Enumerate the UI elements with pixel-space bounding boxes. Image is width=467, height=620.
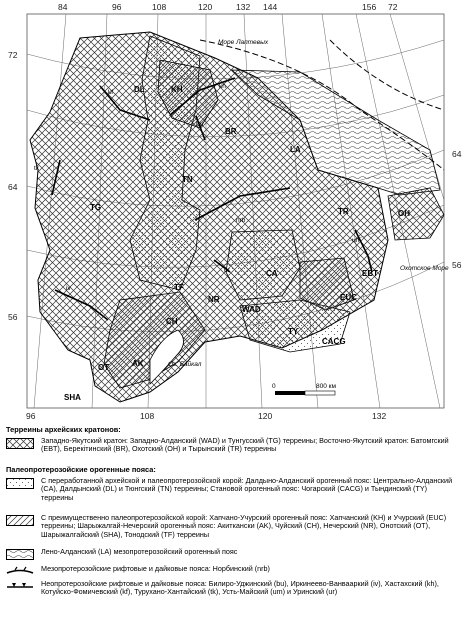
terrane-label-ot: OT: [98, 363, 110, 372]
scale-end: 800 км: [316, 383, 336, 390]
lon-label-top: 120: [198, 2, 213, 12]
terrane-label-tg: TG: [90, 203, 102, 212]
legend-item-lena-aldan: [6, 548, 461, 558]
lon-label-bottom: 120: [258, 411, 273, 421]
terrane-label-kh: KH: [171, 85, 183, 94]
lon-label-top: 132: [236, 2, 251, 12]
swatch-crosshatch: [6, 438, 34, 449]
terrane-label-iv: iv: [66, 285, 71, 292]
terrane-label-euc: EUC: [340, 293, 357, 302]
lon-label-bottom: 132: [372, 411, 387, 421]
swatch-hatch: [6, 515, 34, 526]
terrane-label-ty: TY: [288, 327, 299, 336]
swatch-neo-rift-line: [6, 581, 34, 592]
lon-label-top: 96: [112, 2, 122, 12]
terrane-label-la: LA: [290, 145, 301, 154]
lat-label-left: 72: [8, 50, 18, 60]
longitude-labels-top: [58, 2, 398, 12]
terrane-label-nrb: nrb: [236, 217, 246, 224]
terrane-label-tn: TN: [182, 175, 193, 184]
swatch-meso-rift-line: [6, 566, 34, 577]
legend-item-reworked: [6, 477, 461, 505]
swatch-wave: [6, 549, 34, 560]
legend-item-juvenile: [6, 514, 461, 542]
terrane-label-oh: OH: [398, 209, 410, 218]
terrane-label-sha: SHA: [64, 393, 81, 402]
legend-text-lena-aldan: Лено-Алданский (LA) мезопротерозойский орогенный пояс: [41, 547, 238, 556]
terrane-label-um: um: [352, 237, 362, 244]
latitude-labels-left: [8, 50, 18, 322]
legend-item-archean: [6, 437, 461, 465]
terrane-label-ca: CA: [266, 269, 278, 278]
legend-text-reworked: С переработанной архейской и палеопротерозойской корой: Далдыно-Алданский орогенный пояс: Центрально-Алданский (CA), Далдынский (DL) и Тюнгский (TN) терреины; Становой орогенный пояс: Чогарский (CACG) и Тындинский (TY) терреины: [41, 476, 453, 502]
terrane-label-kh: kh: [219, 83, 226, 90]
lat-label-right: 56: [452, 260, 462, 270]
legend-text-juvenile: С преимущественно палеопротерозойской корой: Хапчано-Учурский орогенный пояс: Хапчанский (KH) и Учурский (EUC) терреины; Шарыжалгай-Нечерский орогенный пояс: Акиткански (AK), Чуйский (CH), Нечерский (NR), Онотский (OT), Шарыжалгайский (SHA), Тонодский (TF) терреины: [41, 513, 447, 539]
terrane-label-ch: CH: [166, 317, 178, 326]
sea-label-okhotsk: Охотское Море: [400, 265, 449, 272]
lon-label-top: 108: [152, 2, 167, 12]
legend-heading-paleo: Палеопротерозойские орогенные пояса:: [6, 465, 156, 474]
legend-text-meso-rift: Мезопротерозойские рифтовые и дайковые пояса: Норбинский (nrb): [41, 564, 270, 573]
lat-label-right: 64: [452, 149, 462, 159]
lat-label-left: 64: [8, 182, 18, 192]
longitude-labels-bottom: [26, 411, 386, 421]
terrane-label-nr: NR: [208, 295, 220, 304]
legend-heading-archean: Терреины архейских кратонов:: [6, 425, 121, 434]
terrane-label-br: BR: [225, 127, 237, 136]
legend-item-neo-rift: [6, 580, 461, 610]
terrane-label-kf: kf: [108, 89, 114, 96]
swatch-dots: [6, 478, 34, 489]
terrane-label-wad: WAD: [242, 305, 261, 314]
lon-label-top: 84: [58, 2, 68, 12]
lat-label-left: 56: [8, 312, 18, 322]
legend-text-archean: Западно-Якутский кратон: Западно-Алданский (WAD) и Тунгусский (TG) терреины; Восточно-Якутский кратон: Батомгский (EBT), Берекітинский (BR), Охотский (OH) и Тырынский (TR) терреины: [41, 436, 449, 454]
terrane-label-tr: TR: [338, 207, 349, 216]
lon-label-bottom: 96: [26, 411, 36, 421]
terrane-label-ur: ur: [224, 267, 230, 274]
latitude-labels-right: [452, 149, 462, 270]
terrane-label-dl: DL: [134, 85, 145, 94]
terrane-label-ebt: EBT: [362, 269, 378, 278]
terrane-label-tk: tk: [34, 165, 40, 172]
terrane-label-cacg: CACG: [322, 337, 346, 346]
scale-zero: 0: [272, 383, 276, 390]
terrane-label-ak: AK: [132, 359, 144, 368]
terrane-label-bu: bu: [196, 121, 204, 128]
lon-label-top: 156: [362, 2, 377, 12]
legend-text-neo-rift: Неопротерозойские рифтовые и дайковые пояса: Билиро-Уджинский (bu), Иркинеево-Ванвааркий (iv), Хастахский (kh), Котуйско-Фомичевский (kf), Турухано-Хантайский (tk), Усть-Майский (um) и Уринский (ur): [41, 579, 439, 597]
lake-label-baikal: Оз. Байкал: [168, 361, 202, 368]
legend: [0, 424, 467, 620]
sea-label-laptev: Море Лаптевых: [218, 39, 269, 46]
lon-label-bottom: 108: [140, 411, 155, 421]
terrane-label-tf: TF: [174, 283, 184, 292]
lon-label-top: 72: [388, 2, 398, 12]
lon-label-top: 144: [263, 2, 278, 12]
legend-item-meso-rift: [6, 565, 461, 575]
